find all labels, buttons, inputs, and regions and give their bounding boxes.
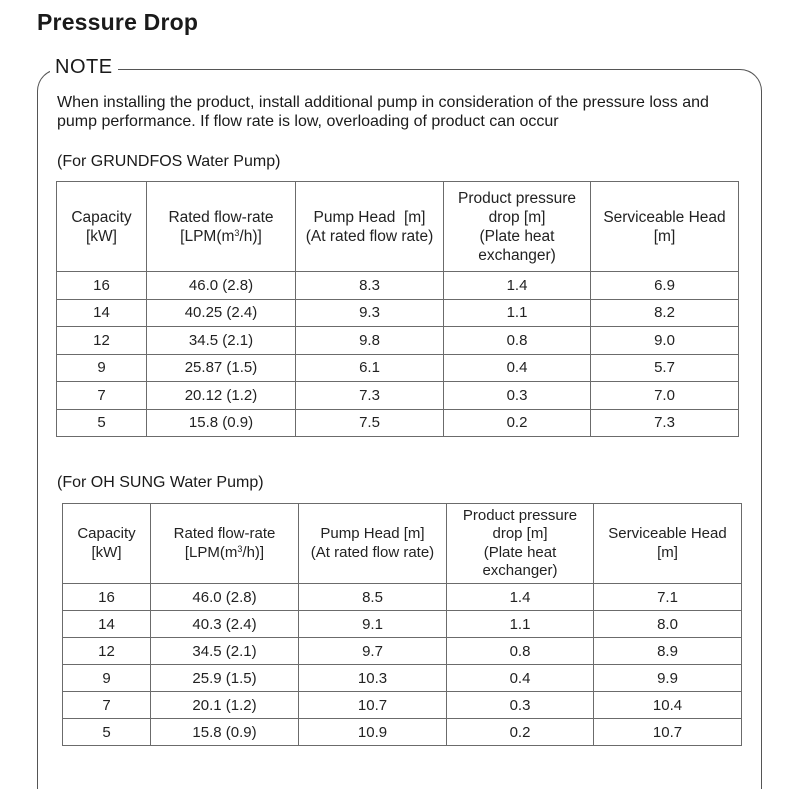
ohsung-caption: (For OH SUNG Water Pump) [57,474,264,491]
pressure-drop-cell: 0.2 [444,409,591,437]
flow-rate-cell: 20.12 (1.2) [147,382,296,410]
capacity-cell: 14 [63,611,151,638]
header-text: (At rated flow rate) [310,543,435,561]
serviceable-head-cell: 10.7 [594,719,742,746]
header-text: Serviceable Head [603,208,726,226]
capacity-cell: 16 [57,272,147,300]
table-row [63,584,742,611]
pump-head-cell: 7.3 [296,382,444,410]
header-text: Capacity [71,208,132,226]
pressure-drop-cell: 0.8 [444,327,591,355]
flow-rate-cell: 34.5 (2.1) [151,638,299,665]
pump-head-header [299,504,447,584]
header-text: exchanger) [482,562,558,579]
capacity-cell: 5 [57,409,147,437]
table-row [57,354,739,382]
header-text: [LPM(m [184,543,238,561]
table-row [57,299,739,327]
header-text: /h)] [239,227,262,245]
table-row [63,611,742,638]
header-text: 3 [237,543,243,554]
capacity-cell: 5 [63,719,151,746]
table-row [63,692,742,719]
pump-head-cell: 6.1 [296,354,444,382]
table-row [63,638,742,665]
pump-head-cell: 8.3 [296,272,444,300]
capacity-header [63,504,151,584]
flow-rate-header [147,182,296,272]
pressure-drop-cell: 0.4 [447,665,594,692]
grundfos-caption: (For GRUNDFOS Water Pump) [57,153,281,170]
serviceable-head-cell: 7.1 [594,584,742,611]
pump-head-cell: 9.3 [296,299,444,327]
serviceable-head-cell: 10.4 [594,692,742,719]
capacity-cell: 14 [57,299,147,327]
pressure-drop-cell: 0.8 [447,638,594,665]
pump-head-cell: 9.7 [299,638,447,665]
capacity-header [57,182,147,272]
capacity-cell: 9 [63,665,151,692]
table-row [63,719,742,746]
pressure-drop-cell: 1.4 [444,272,591,300]
pump-head-cell: 7.5 [296,409,444,437]
grundfos-table [56,181,739,437]
serviceable-head-header [594,504,742,584]
header-text: [kW] [86,227,117,245]
pressure-drop-cell: 0.4 [444,354,591,382]
capacity-cell: 16 [63,584,151,611]
serviceable-head-cell: 7.3 [591,409,739,437]
flow-rate-cell: 40.25 (2.4) [147,299,296,327]
header-text: Rated flow-rate [173,525,276,542]
pump-head-cell: 9.1 [299,611,447,638]
pump-head-cell: 10.9 [299,719,447,746]
capacity-cell: 9 [57,354,147,382]
header-text: Product pressure [462,506,578,524]
flow-rate-cell: 20.1 (1.2) [151,692,299,719]
pressure-drop-cell: 1.1 [444,299,591,327]
serviceable-head-cell: 8.9 [594,638,742,665]
header-text: Pump Head [m] [313,208,426,226]
pressure-drop-header [447,504,594,584]
header-text: drop [m] [488,208,546,226]
pressure-drop-cell: 1.4 [447,584,594,611]
header-text: drop [m] [492,525,548,542]
ohsung-table [62,503,742,746]
flow-rate-cell: 15.8 (0.9) [147,409,296,437]
serviceable-head-cell: 5.7 [591,354,739,382]
flow-rate-cell: 46.0 (2.8) [151,584,299,611]
header-text: Serviceable Head [608,525,727,542]
serviceable-head-header [591,182,739,272]
table-row [63,665,742,692]
note-text-line-2: pump performance. If flow rate is low, overloading of product can occur [57,113,559,130]
flow-rate-header [151,504,299,584]
table-row [57,327,739,355]
header-text: [m] [653,227,676,245]
header-text: exchanger) [478,246,556,264]
pump-head-header [296,182,444,272]
pump-head-cell: 10.3 [299,665,447,692]
header-text: Rated flow-rate [168,208,274,226]
flow-rate-cell: 15.8 (0.9) [151,719,299,746]
serviceable-head-cell: 9.9 [594,665,742,692]
header-text: Product pressure [457,189,577,207]
header-text: Pump Head [m] [320,525,425,542]
header-text: (At rated flow rate) [305,227,434,245]
capacity-cell: 12 [63,638,151,665]
flow-rate-cell: 40.3 (2.4) [151,611,299,638]
pressure-drop-cell: 0.3 [447,692,594,719]
table-row [57,272,739,300]
serviceable-head-cell: 9.0 [591,327,739,355]
flow-rate-cell: 25.87 (1.5) [147,354,296,382]
header-text: Capacity [77,525,136,542]
serviceable-head-cell: 7.0 [591,382,739,410]
table-row [57,409,739,437]
pump-head-cell: 8.5 [299,584,447,611]
pump-head-cell: 10.7 [299,692,447,719]
note-text [57,93,757,131]
capacity-cell: 7 [57,382,147,410]
header-text: (Plate heat [483,543,557,561]
note-label: NOTE [50,56,118,79]
pressure-drop-header [444,182,591,272]
note-text-line-1: When installing the product, install additional pump in consideration of the pressure loss and [57,94,709,111]
pump-head-cell: 9.8 [296,327,444,355]
serviceable-head-cell: 8.2 [591,299,739,327]
pressure-drop-cell: 0.2 [447,719,594,746]
flow-rate-cell: 34.5 (2.1) [147,327,296,355]
flow-rate-cell: 25.9 (1.5) [151,665,299,692]
header-text: [m] [657,543,678,561]
table-row [57,382,739,410]
pressure-drop-cell: 1.1 [447,611,594,638]
header-text: (Plate heat [479,227,555,245]
serviceable-head-cell: 8.0 [594,611,742,638]
capacity-cell: 7 [63,692,151,719]
capacity-cell: 12 [57,327,147,355]
header-text: [LPM(m [180,227,235,245]
pressure-drop-cell: 0.3 [444,382,591,410]
page-title: Pressure Drop [37,9,199,35]
serviceable-head-cell: 6.9 [591,272,739,300]
header-text: 3 [234,227,240,238]
table-header-row [57,182,739,272]
header-text: [kW] [91,543,122,561]
flow-rate-cell: 46.0 (2.8) [147,272,296,300]
table-header-row [63,504,742,584]
header-text: /h)] [242,543,265,561]
